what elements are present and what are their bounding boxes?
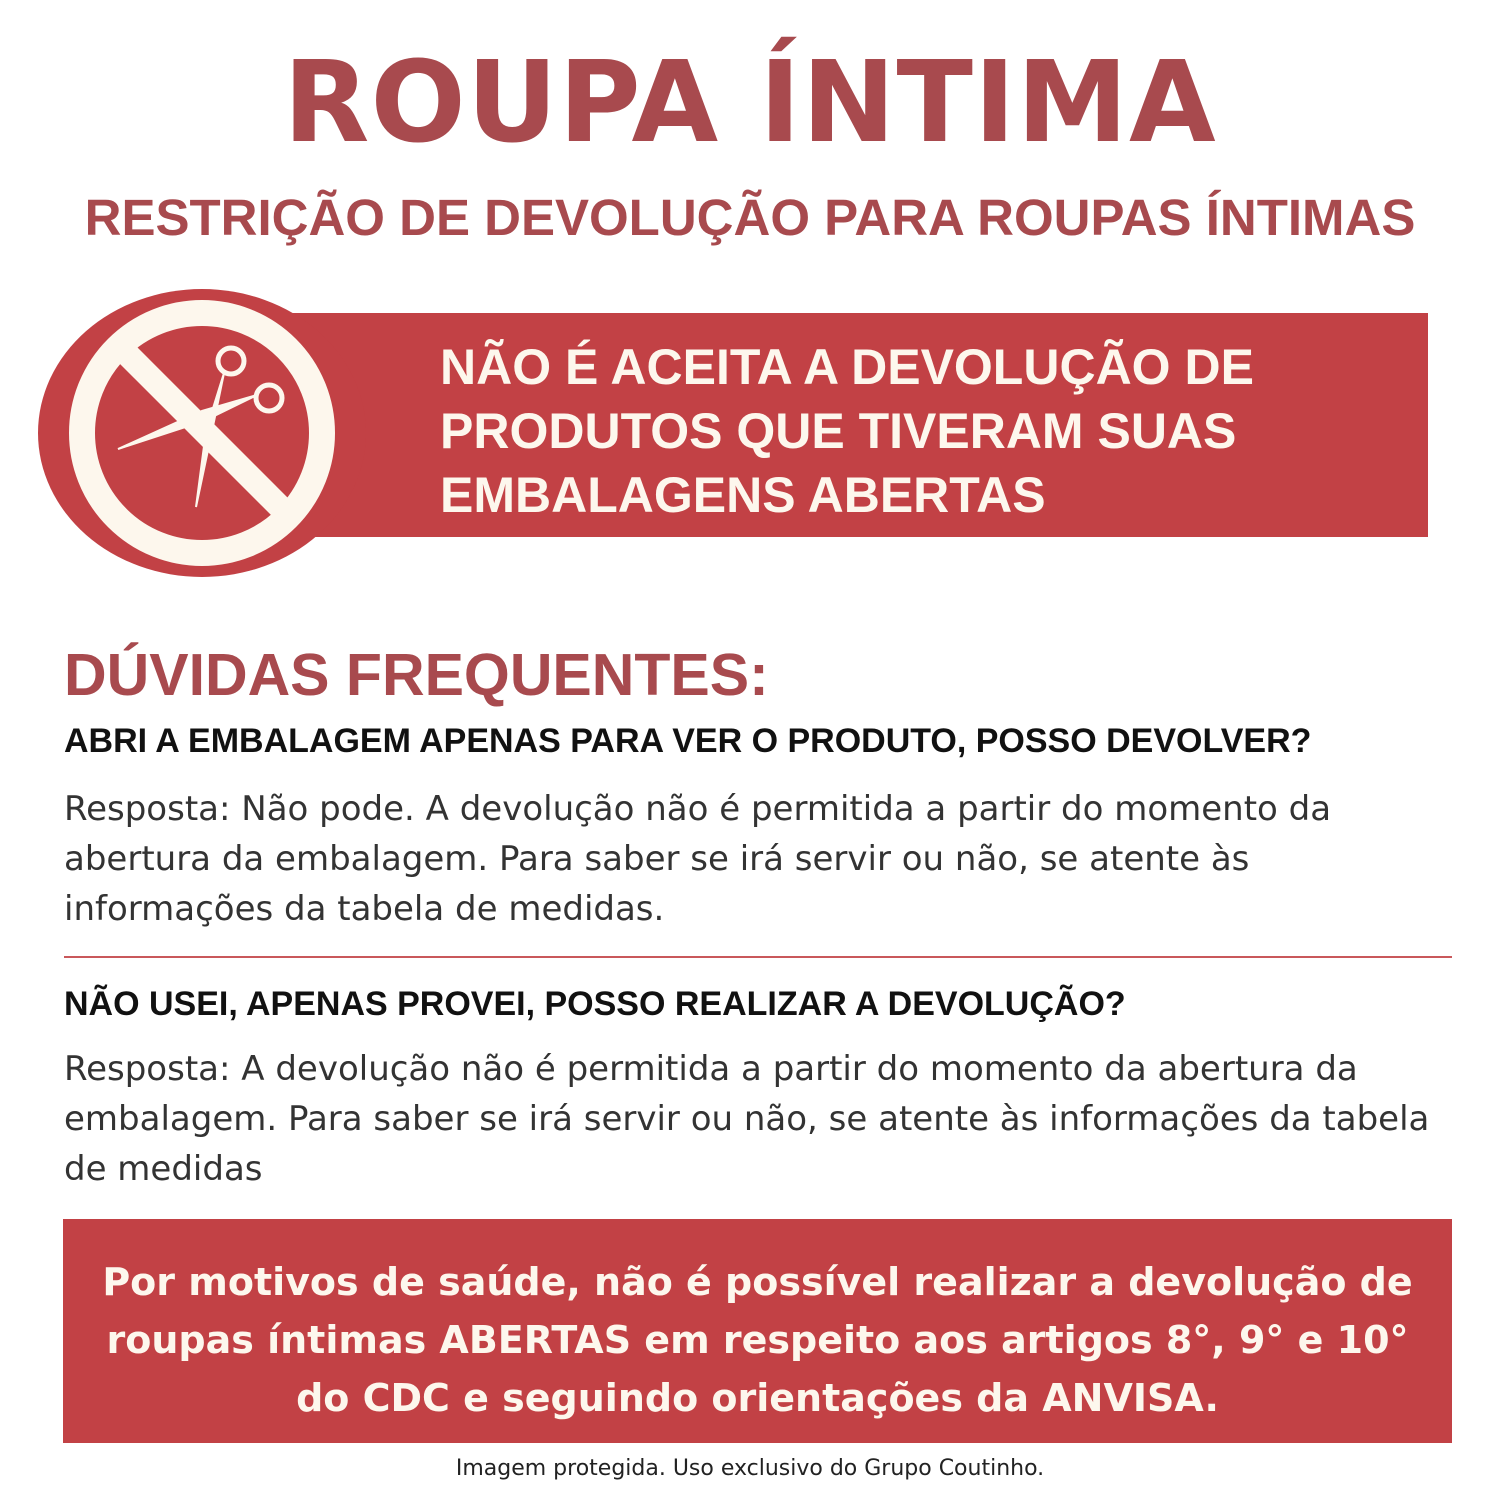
copyright-note: Imagem protegida. Uso exclusivo do Grupo Coutinho. bbox=[455, 1456, 1045, 1481]
no-scissors-icon bbox=[38, 289, 366, 577]
page-subtitle: RESTRIÇÃO DE DEVOLUÇÃO PARA ROUPAS ÍNTIMAS bbox=[84, 189, 1416, 246]
faq-question-1: ABRI A EMBALAGEM APENAS PARA VER O PRODUTO, POSSO DEVOLVER? bbox=[64, 722, 1312, 760]
faq-question-2: NÃO USEI, APENAS PROVEI, POSSO REALIZAR A DEVOLUÇÃO? bbox=[64, 985, 1126, 1023]
banner-text bbox=[440, 335, 1400, 527]
notice-line: do CDC e seguindo orientações da ANVISA. bbox=[296, 1376, 1219, 1420]
banner-line: NÃO É ACEITA A DEVOLUÇÃO DE bbox=[440, 339, 1254, 395]
faq-answer-2: Resposta: A devolução não é permitida a partir do momento da abertura da embalagem. Para saber se irá servir ou não, se atente às informações da tabela de medidas bbox=[64, 1049, 1430, 1189]
health-notice-text bbox=[63, 1253, 1452, 1427]
notice-line: roupas íntimas ABERTAS em respeito aos artigos 8°, 9° e 10° bbox=[106, 1318, 1409, 1362]
notice-line: Por motivos de saúde, não é possível realizar a devolução de bbox=[102, 1260, 1413, 1304]
divider bbox=[64, 956, 1452, 958]
page-title: ROUPA ÍNTIMA bbox=[283, 38, 1217, 168]
banner-line: EMBALAGENS ABERTAS bbox=[440, 467, 1046, 523]
faq-answer-1: Resposta: Não pode. A devolução não é permitida a partir do momento da abertura da embalagem. Para saber se irá servir ou não, se atente às informações da tabela de medidas. bbox=[64, 789, 1332, 929]
faq-heading: DÚVIDAS FREQUENTES: bbox=[64, 642, 769, 708]
banner-line: PRODUTOS QUE TIVERAM SUAS bbox=[440, 403, 1237, 459]
